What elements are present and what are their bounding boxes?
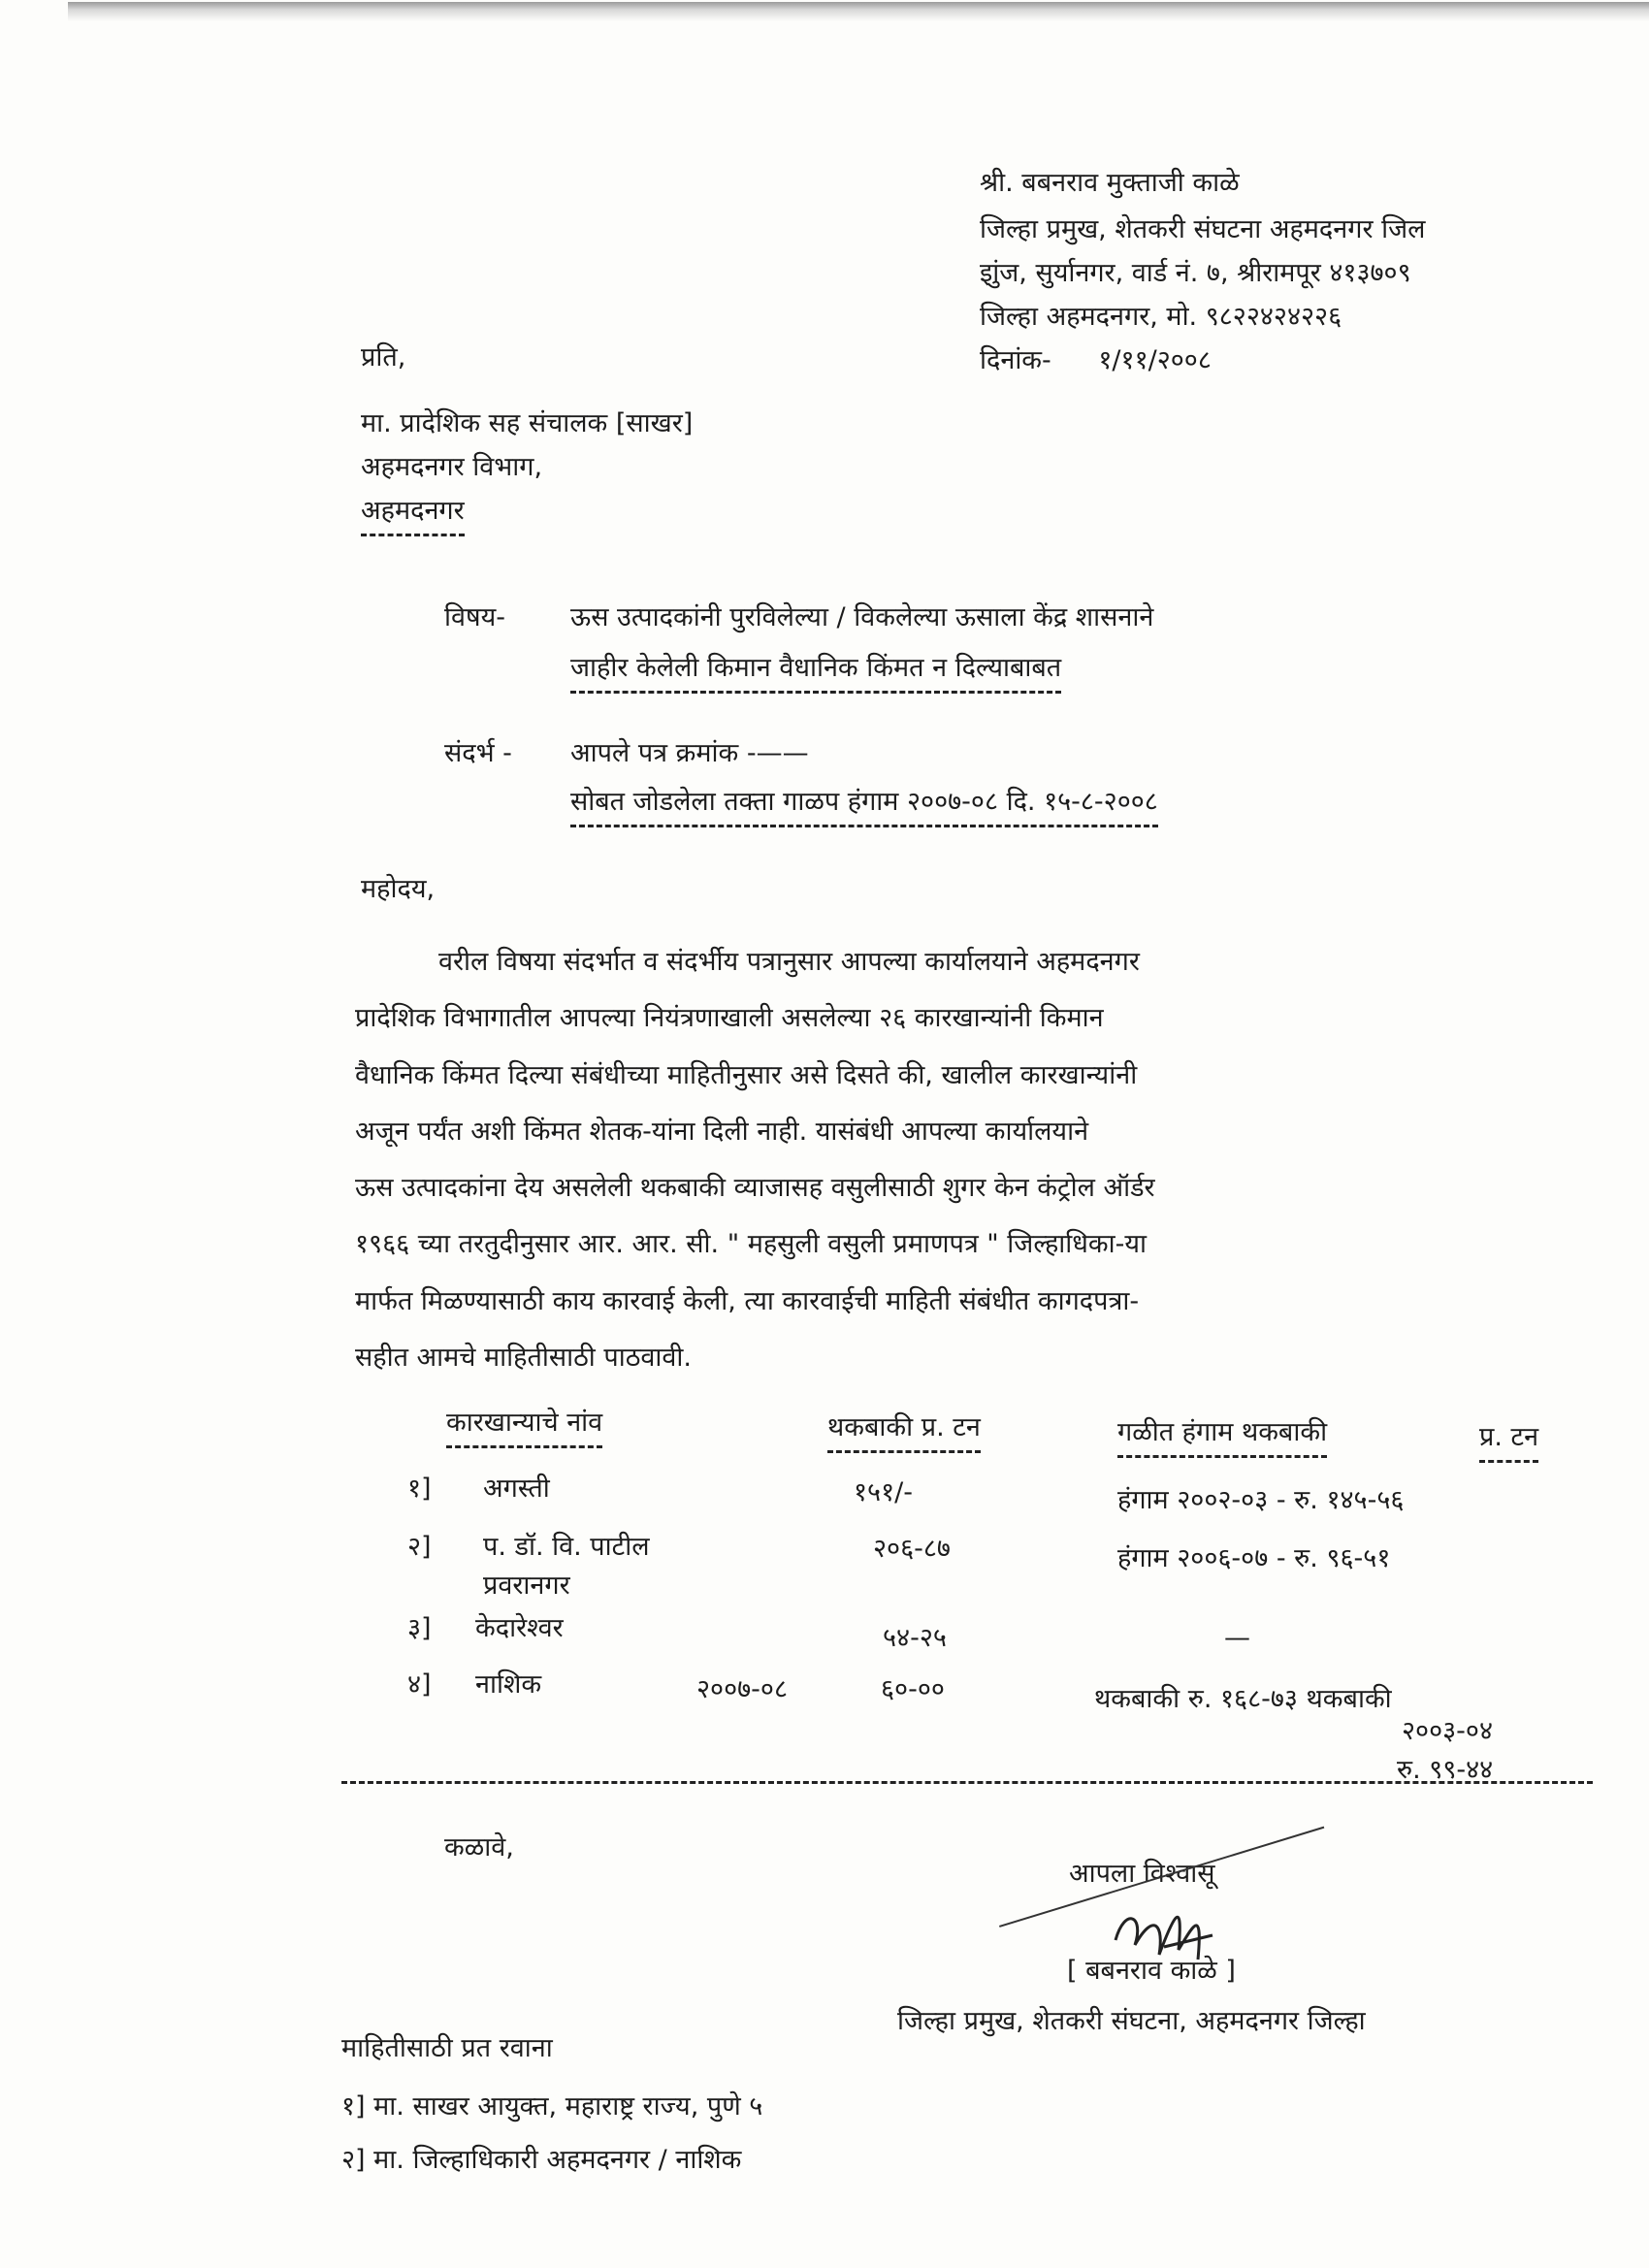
arrears-value: ५४-२५ — [883, 1623, 947, 1653]
sender-district-phone: जिल्हा अहमदनगर, मो. ९८२२४२४२२६ — [980, 302, 1342, 332]
season-arrears: — — [1224, 1623, 1250, 1653]
subject-line2: जाहीर केलेली किमान वैधानिक किंमत न दिल्याबाबत — [570, 652, 1061, 694]
body-line: वरील विषया संदर्भात व संदर्भीय पत्रानुसार आपल्या कार्यालयाने अहमदनगर — [438, 947, 1140, 977]
header-per-ton: प्र. टन — [1479, 1421, 1538, 1463]
sender-designation: जिल्हा प्रमुख, शेतकरी संघटना अहमदनगर जिल — [980, 214, 1426, 244]
arrears-value: २०६-८७ — [873, 1534, 951, 1564]
copy-item: २] मा. जिल्हाधिकारी अहमदनगर / नाशिक — [341, 2145, 742, 2175]
recipient-line3: अहमदनगर — [361, 495, 465, 536]
factory-name: प. डॉ. वि. पाटील — [483, 1532, 650, 1562]
salutation: महोदय, — [361, 874, 436, 904]
recipient-prefix: प्रति, — [361, 342, 406, 373]
factory-name: नाशिक — [475, 1669, 542, 1700]
copies-heading: माहितीसाठी प्रत रवाना — [341, 2033, 553, 2063]
date-value: १/११/२००८ — [1098, 345, 1212, 375]
signatory-designation: जिल्हा प्रमुख, शेतकरी संघटना, अहमदनगर जिल्हा — [897, 2006, 1366, 2036]
recipient-line2: अहमदनगर विभाग, — [361, 452, 543, 482]
date-label: दिनांक- — [980, 345, 1051, 375]
row-number: २] — [407, 1532, 432, 1562]
copy-item: १] मा. साखर आयुक्त, महाराष्ट्र राज्य, पुणे ५ — [341, 2091, 763, 2122]
signatory-name: [ बबनराव काळे ] — [1067, 1956, 1236, 1986]
season-arrears: हंगाम २००२-०३ - रु. १४५-५६ — [1117, 1485, 1405, 1515]
arrears-value: ६०-०० — [881, 1674, 945, 1704]
recipient-line1: मा. प्रादेशिक सह संचालक [साखर] — [361, 408, 694, 438]
closing: कळावे, — [444, 1832, 514, 1863]
letter-date — [980, 344, 1212, 377]
row-number: ३] — [407, 1613, 432, 1643]
subject-line1: ऊस उत्पादकांनी पुरविलेल्या / विकलेल्या ऊसाला केंद्र शासनाने — [570, 602, 1154, 632]
reference-line1: आपले पत्र क्रमांक -—— — [570, 738, 809, 768]
header-factory-name: कारखान्याचे नांव — [446, 1407, 602, 1448]
reference-label: संदर्भ - — [444, 738, 512, 768]
body-line: १९६६ च्या तरतुदीनुसार आर. आर. सी. " महसुली वसुली प्रमाणपत्र " जिल्हाधिका-या — [355, 1229, 1148, 1259]
season-arrears-year: २००३-०४ — [1402, 1716, 1493, 1746]
row-number: ४] — [407, 1669, 432, 1700]
subject-label: विषय- — [444, 602, 506, 632]
factory-name: अगस्ती — [483, 1474, 550, 1504]
body-line: अजून पर्यंत अशी किंमत शेतक-यांना दिली नाही. यासंबंधी आपल्या कार्यालयाने — [355, 1117, 1089, 1147]
body-line: वैधानिक किंमत दिल्या संबंधीच्या माहितीनुसार असे दिसते की, खालील कारखान्यांनी — [355, 1060, 1138, 1090]
body-line: प्रादेशिक विभागातील आपल्या नियंत्रणाखाली असलेल्या २६ कारखान्यांनी किमान — [355, 1003, 1104, 1033]
table-separator — [341, 1781, 1593, 1784]
reference-line2: सोबत जोडलेला तक्ता गाळप हंगाम २००७-०८ दि. १५-८-२००८ — [570, 786, 1158, 827]
sender-name: श्री. बबनराव मुक्ताजी काळे — [980, 168, 1240, 198]
factory-name: केदारेश्वर — [475, 1613, 564, 1643]
header-arrears: थकबाकी प्र. टन — [827, 1411, 981, 1453]
season-arrears: हंगाम २००६-०७ - रु. ९६-५१ — [1117, 1543, 1391, 1573]
body-line: सहीत आमचे माहितीसाठी पाठवावी. — [355, 1343, 692, 1373]
factory-name-location: प्रवरानगर — [483, 1571, 570, 1601]
arrears-value: १५१/- — [854, 1477, 913, 1507]
season-year: २००७-०८ — [696, 1674, 788, 1704]
sender-address: इाुंज, सुर्यानगर, वार्ड नं. ७, श्रीरामपूर ४१३७०९ — [980, 258, 1411, 288]
yours-faithfully: आपला विश्वासू — [1069, 1859, 1215, 1889]
body-line: मार्फत मिळण्यासाठी काय कारवाई केली, त्या कारवाईची माहिती संबंधीत कागदपत्रा- — [355, 1286, 1140, 1316]
body-line: ऊस उत्पादकांना देय असलेली थकबाकी व्याजासह वसुलीसाठी शुगर केन कंट्रोल ऑर्डर — [355, 1173, 1155, 1203]
row-number: १] — [407, 1474, 432, 1504]
season-arrears-amount: रु. ९९-४४ — [1397, 1755, 1494, 1785]
scan-top-edge — [68, 2, 1649, 21]
header-season-arrears: गळीत हंगाम थकबाकी — [1117, 1416, 1327, 1458]
season-arrears: थकबाकी रु. १६८-७३ थकबाकी — [1094, 1684, 1392, 1714]
